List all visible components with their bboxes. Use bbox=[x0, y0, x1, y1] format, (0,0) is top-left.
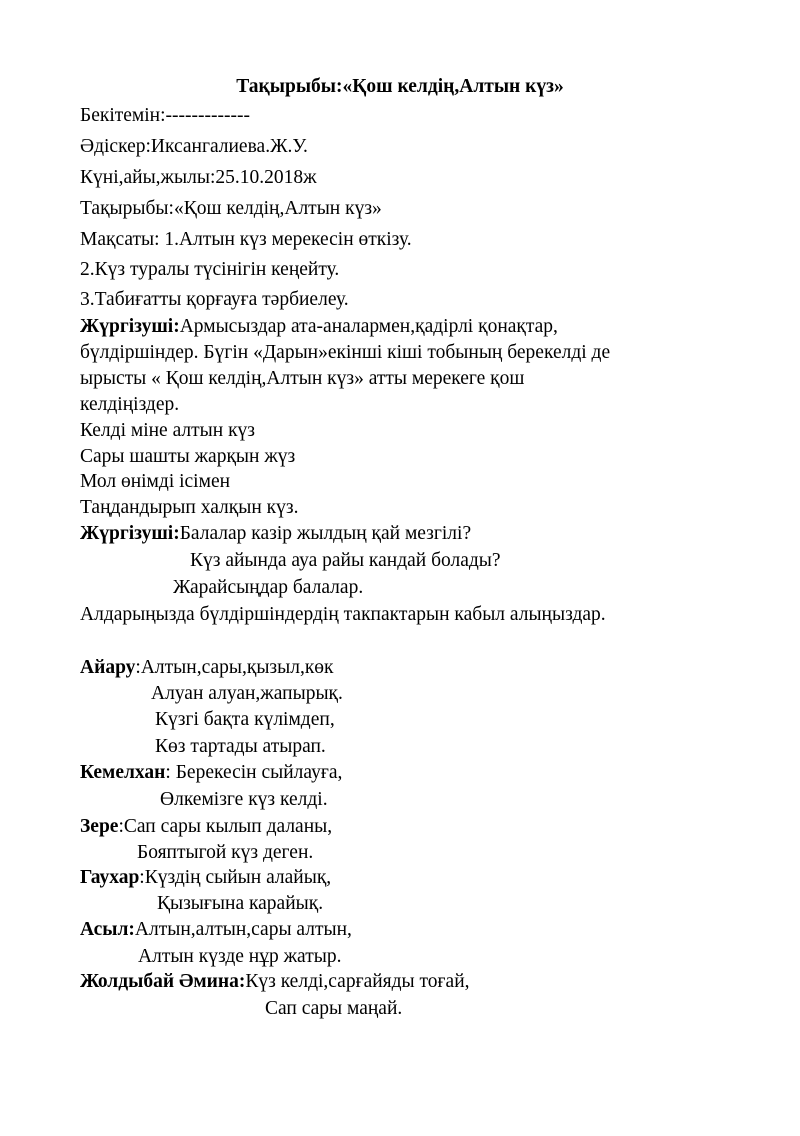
host-question-line-3: Жарайсыңдар балалар. bbox=[173, 577, 364, 598]
recital-text: Алтын,сары,қызыл,көк bbox=[140, 657, 334, 678]
document-title: Тақырыбы:«Қош келдің,Алтын күз» bbox=[236, 76, 564, 97]
host-speaker-label: Жүргізуші: bbox=[80, 523, 180, 544]
recital-kemelkhan-line-1 bbox=[80, 761, 342, 785]
host-speech-text: Армысыздар ата-аналармен,қадірлі қонақтар, bbox=[179, 316, 558, 337]
host-speaker-label: Жүргізуші: bbox=[80, 316, 180, 337]
recital-text: Күз келді,сарғайяды тоғай, bbox=[245, 971, 470, 992]
speaker-name: Зере bbox=[80, 816, 119, 837]
poem-line-4: Таңдандырып халқын күз. bbox=[80, 497, 299, 518]
host-question-line-2: Күз айында ауа райы кандай болады? bbox=[190, 550, 501, 571]
recital-kemelkhan-line-2: Өлкемізге күз келді. bbox=[160, 789, 328, 810]
speaker-separator: : bbox=[139, 867, 145, 888]
recital-zere-line-2: Бояптыгой күз деген. bbox=[137, 842, 314, 863]
recital-asyl-line-2: Алтын күзде нұр жатыр. bbox=[138, 946, 342, 967]
speaker-separator: : bbox=[135, 657, 141, 678]
goal-line-3: 3.Табиғатты қорғауға тәрбиелеу. bbox=[80, 289, 349, 310]
poem-line-2: Сары шашты жарқын жүз bbox=[80, 446, 296, 467]
speaker-name: Асыл: bbox=[80, 919, 135, 940]
recital-text: Алтын,алтын,сары алтын, bbox=[134, 919, 352, 940]
approved-line: Бекітемін:------------- bbox=[80, 105, 250, 126]
topic-line: Тақырыбы:«Қош келдің,Алтын күз» bbox=[80, 198, 382, 219]
recital-ayaru-line-4: Көз тартады атырап. bbox=[155, 736, 326, 757]
recital-ayaru-line-1 bbox=[80, 656, 334, 680]
host-speech-text: Балалар казір жылдың қай мезгілі? bbox=[179, 523, 472, 544]
speaker-name: Жолдыбай Әмина: bbox=[80, 971, 246, 992]
recital-ayaru-line-2: Алуан алуан,жапырық. bbox=[151, 683, 343, 704]
speaker-separator: : bbox=[118, 816, 124, 837]
host-intro-line-4: келдіңіздер. bbox=[80, 394, 180, 415]
host-question-line-1 bbox=[80, 522, 471, 546]
host-intro-line-1 bbox=[80, 315, 558, 339]
recital-text: Сап сары кылып даланы, bbox=[123, 816, 333, 837]
poem-line-3: Мол өнімді ісімен bbox=[80, 471, 231, 492]
speaker-separator: : bbox=[165, 762, 176, 783]
date-line: Күні,айы,жылы:25.10.2018ж bbox=[80, 167, 317, 188]
host-question-line-4: Алдарыңызда бүлдіршіндердің такпактарын кабыл алыңыздар. bbox=[80, 604, 606, 625]
recital-zere-line-1 bbox=[80, 815, 332, 839]
methodist-line: Әдіскер:Иксангалиева.Ж.У. bbox=[80, 136, 308, 157]
recital-gaukhar-line-2: Қызығына карайық. bbox=[157, 893, 324, 914]
recital-gaukhar-line-1 bbox=[80, 866, 331, 890]
speaker-name: Гаухар bbox=[80, 867, 140, 888]
speaker-name: Кемелхан bbox=[80, 762, 166, 783]
goal-line-1: Мақсаты: 1.Алтын күз мерекесін өткізу. bbox=[80, 229, 412, 250]
recital-text: Күздің сыйын алайық, bbox=[144, 867, 332, 888]
host-intro-line-2: бүлдіршіндер. Бүгін «Дарын»екінші кіші тобының берекелді де bbox=[80, 342, 611, 363]
host-intro-line-3: ырысты « Қош келдің,Алтын күз» атты мерекеге қош bbox=[80, 368, 525, 389]
speaker-name: Айару bbox=[80, 657, 136, 678]
goal-line-2: 2.Күз туралы түсінігін кеңейту. bbox=[80, 259, 340, 280]
recital-asyl-line-1 bbox=[80, 918, 352, 942]
recital-amina-line-1 bbox=[80, 970, 470, 994]
recital-ayaru-line-3: Күзгі бақта күлімдеп, bbox=[155, 709, 335, 730]
poem-line-1: Келді міне алтын күз bbox=[80, 420, 256, 441]
recital-amina-line-2: Сап сары маңай. bbox=[265, 998, 403, 1019]
recital-text: Берекесін сыйлауға, bbox=[175, 762, 343, 783]
